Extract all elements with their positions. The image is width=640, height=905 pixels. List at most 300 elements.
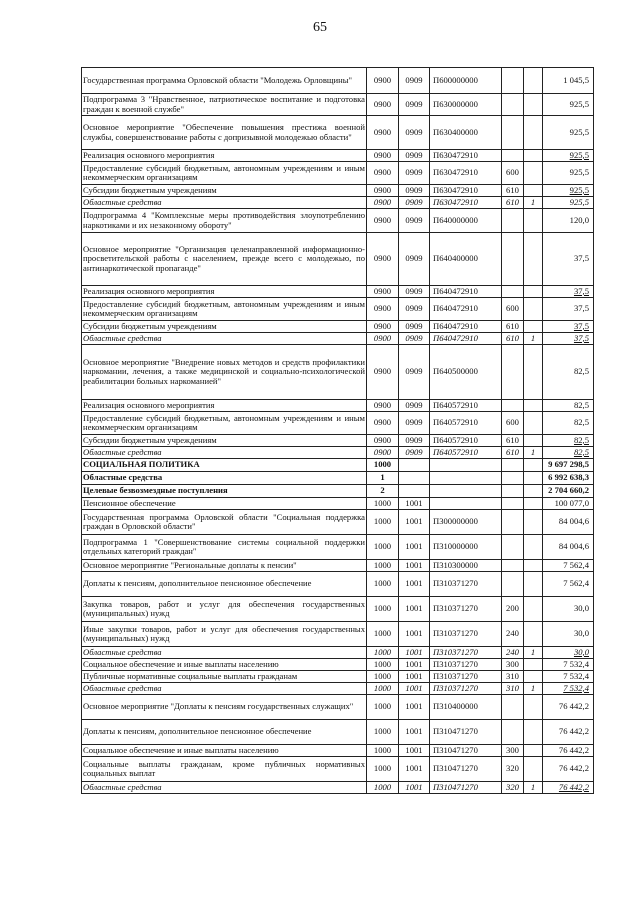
amount: 1 045,5 <box>563 74 589 85</box>
item-name-cell <box>82 472 367 485</box>
subsection-code-cell <box>399 459 430 472</box>
amount-cell <box>543 622 594 647</box>
expense-type-code: 600 <box>506 167 519 178</box>
expense-type-code-cell <box>502 659 524 671</box>
subsection-code-cell <box>399 695 430 720</box>
item-name-cell <box>82 94 367 116</box>
item-name-cell <box>82 209 367 233</box>
expense-type-code-cell <box>502 435 524 447</box>
subsection-code: 0909 <box>405 253 423 264</box>
item-name: Подпрограмма 1 "Совершенствование системы социальной поддержки отдельных категорий граждан" <box>83 536 365 556</box>
target-article-code: П640472910 <box>433 320 478 331</box>
section-code-cell <box>367 333 399 345</box>
source-code-cell <box>524 286 543 298</box>
target-article-code: П640572910 <box>433 434 478 445</box>
expense-type-code-cell <box>502 286 524 298</box>
expense-type-code-cell <box>502 333 524 345</box>
item-name: Областные средства <box>83 332 162 343</box>
source-code-cell <box>524 116 543 150</box>
subsection-code-cell <box>399 572 430 597</box>
amount-cell <box>543 572 594 597</box>
amount-cell <box>543 683 594 695</box>
section-code-cell <box>367 720 399 745</box>
target-article-code: П310371270 <box>433 646 478 657</box>
amount-cell <box>543 659 594 671</box>
expense-type-code-cell <box>502 757 524 782</box>
subsection-code-cell <box>399 510 430 535</box>
amount: 120,0 <box>569 214 589 225</box>
item-name-cell <box>82 150 367 162</box>
source-code-cell <box>524 68 543 94</box>
source-code-cell <box>524 659 543 671</box>
page-number: 65 <box>313 20 327 35</box>
section-code-cell <box>367 572 399 597</box>
section-code-cell <box>367 209 399 233</box>
subsection-code-cell <box>399 233 430 286</box>
item-name: Основное мероприятие "Внедрение новых методов и средств профилактики наркомании, лечения, а также медицинской и социально-психологической реабилитации больных наркоманией" <box>83 356 365 386</box>
table-row <box>82 197 594 209</box>
source-code-cell <box>524 572 543 597</box>
subsection-code: 0909 <box>405 399 423 410</box>
source-code-cell <box>524 510 543 535</box>
amount-cell <box>543 233 594 286</box>
amount: 6 992 638,3 <box>548 472 589 483</box>
target-article-code: П640572910 <box>433 446 478 457</box>
subsection-code-cell <box>399 68 430 94</box>
section-code-cell <box>367 622 399 647</box>
source-code-cell <box>524 298 543 321</box>
subsection-code-cell <box>399 671 430 683</box>
item-name: Основное мероприятие "Региональные доплаты к пенсии" <box>83 559 297 570</box>
amount: 84 004,6 <box>558 541 589 552</box>
target-article-code: П640000000 <box>433 214 478 225</box>
section-code: 1000 <box>373 578 392 589</box>
source-code-cell <box>524 498 543 510</box>
item-name-cell <box>82 345 367 400</box>
table-row <box>82 298 594 321</box>
table-row <box>82 94 594 116</box>
budget-table <box>81 67 594 794</box>
amount: 30,0 <box>573 628 589 639</box>
target-article-code-cell <box>430 472 502 485</box>
item-name-cell <box>82 485 367 498</box>
item-name: Государственная программа Орловской области "Социальная поддержка граждан в Орловской области" <box>83 511 365 531</box>
table-row <box>82 162 594 185</box>
item-name: Реализация основного мероприятия <box>83 399 215 410</box>
expense-type-code: 610 <box>506 184 519 195</box>
subsection-code: 0909 <box>405 285 423 296</box>
item-name-cell <box>82 745 367 757</box>
item-name: Областные средства <box>83 472 163 483</box>
expense-type-code-cell <box>502 597 524 622</box>
section-code-cell <box>367 459 399 472</box>
section-code: 1000 <box>373 658 392 669</box>
section-code-cell <box>367 345 399 400</box>
item-name: СОЦИАЛЬНАЯ ПОЛИТИКА <box>83 459 200 470</box>
table-row <box>82 572 594 597</box>
section-code: 0900 <box>373 285 392 296</box>
item-name-cell <box>82 498 367 510</box>
target-article-code-cell <box>430 720 502 745</box>
item-name-cell <box>82 671 367 683</box>
item-name-cell <box>82 435 367 447</box>
item-name: Доплаты к пенсиям, дополнительное пенсионное обеспечение <box>83 726 312 737</box>
subsection-code: 1001 <box>405 497 423 508</box>
target-article-code-cell <box>430 150 502 162</box>
source-code-cell <box>524 94 543 116</box>
section-code-cell <box>367 472 399 485</box>
expense-type-code-cell <box>502 560 524 572</box>
amount: 37,5 <box>573 320 589 331</box>
amount-cell <box>543 400 594 412</box>
amount-cell <box>543 671 594 683</box>
target-article-code-cell <box>430 659 502 671</box>
amount: 37,5 <box>573 332 589 343</box>
section-code: 0900 <box>373 74 392 85</box>
amount-cell <box>543 510 594 535</box>
section-code: 0900 <box>373 399 392 410</box>
target-article-code: П310471270 <box>433 744 478 755</box>
item-name-cell <box>82 162 367 185</box>
expense-type-code-cell <box>502 233 524 286</box>
target-article-code-cell <box>430 412 502 435</box>
section-code: 0900 <box>373 446 392 457</box>
subsection-code-cell <box>399 498 430 510</box>
amount: 7 562,4 <box>563 578 589 589</box>
target-article-code: П310371270 <box>433 603 478 614</box>
section-code: 1000 <box>373 781 392 792</box>
section-code: 1000 <box>373 646 392 657</box>
source-code-cell <box>524 647 543 659</box>
subsection-code: 1001 <box>405 646 423 657</box>
target-article-code: П310300000 <box>433 559 478 570</box>
amount: 925,5 <box>569 126 589 137</box>
subsection-code-cell <box>399 150 430 162</box>
section-code: 0900 <box>373 126 392 137</box>
section-code-cell <box>367 162 399 185</box>
expense-type-code: 320 <box>506 763 519 774</box>
amount: 82,5 <box>573 399 589 410</box>
expense-type-code: 240 <box>506 628 519 639</box>
section-code: 0900 <box>373 149 392 160</box>
target-article-code-cell <box>430 209 502 233</box>
target-article-code: П640472910 <box>433 285 478 296</box>
section-code-cell <box>367 197 399 209</box>
amount: 925,5 <box>569 184 589 195</box>
subsection-code: 1001 <box>405 781 423 792</box>
amount-cell <box>543 412 594 435</box>
item-name-cell <box>82 333 367 345</box>
item-name-cell <box>82 535 367 560</box>
item-name: Основное мероприятие "Организация целенаправленной информационно-просветительской работы с населением, прежде всего с молодежью, по антинаркотической пропаганде" <box>83 243 365 273</box>
target-article-code: П640500000 <box>433 366 478 377</box>
source-code: 1 <box>530 332 536 343</box>
item-name-cell <box>82 683 367 695</box>
target-article-code: П310371270 <box>433 658 478 669</box>
subsection-code: 0909 <box>405 366 423 377</box>
item-name: Предоставление субсидий бюджетным, автономным учреждениям и иным некоммерческим организациям <box>83 298 365 318</box>
subsection-code: 1001 <box>405 744 423 755</box>
section-code: 1000 <box>373 726 392 737</box>
amount: 9 697 298,5 <box>548 459 589 470</box>
table-row <box>82 720 594 745</box>
subsection-code: 0909 <box>405 434 423 445</box>
item-name-cell <box>82 197 367 209</box>
item-name-cell <box>82 757 367 782</box>
subsection-code: 1001 <box>405 541 423 552</box>
subsection-code-cell <box>399 622 430 647</box>
target-article-code: П310371270 <box>433 682 478 693</box>
source-code-cell <box>524 345 543 400</box>
target-article-code-cell <box>430 459 502 472</box>
source-code-cell <box>524 671 543 683</box>
target-article-code-cell <box>430 683 502 695</box>
amount-cell <box>543 720 594 745</box>
source-code-cell <box>524 321 543 333</box>
section-code-cell <box>367 435 399 447</box>
table-row <box>82 560 594 572</box>
table-row <box>82 333 594 345</box>
section-code: 1000 <box>373 763 392 774</box>
expense-type-code: 600 <box>506 303 519 314</box>
amount-cell <box>543 209 594 233</box>
item-name-cell <box>82 400 367 412</box>
subsection-code-cell <box>399 782 430 794</box>
expense-type-code-cell <box>502 647 524 659</box>
subsection-code-cell <box>399 435 430 447</box>
item-name-cell <box>82 782 367 794</box>
subsection-code-cell <box>399 321 430 333</box>
item-name: Социальное обеспечение и иные выплаты населению <box>83 658 279 669</box>
amount-cell <box>543 116 594 150</box>
expense-type-code-cell <box>502 485 524 498</box>
expense-type-code-cell <box>502 116 524 150</box>
amount-cell <box>543 472 594 485</box>
subsection-code-cell <box>399 412 430 435</box>
subsection-code: 0909 <box>405 184 423 195</box>
amount-cell <box>543 94 594 116</box>
target-article-code: П310371270 <box>433 578 478 589</box>
table-row <box>82 659 594 671</box>
source-code: 1 <box>530 446 536 457</box>
source-code-cell <box>524 683 543 695</box>
source-code-cell <box>524 560 543 572</box>
table-row <box>82 185 594 197</box>
item-name: Подпрограмма 3 "Нравственное, патриотическое воспитание и подготовка граждан к военной службе" <box>83 94 365 114</box>
target-article-code-cell <box>430 435 502 447</box>
source-code-cell <box>524 459 543 472</box>
amount-cell <box>543 447 594 459</box>
section-code: 0900 <box>373 184 392 195</box>
source-code-cell <box>524 695 543 720</box>
table-row <box>82 671 594 683</box>
section-code: 1000 <box>373 603 392 614</box>
section-code: 2 <box>380 485 385 496</box>
expense-type-code-cell <box>502 671 524 683</box>
target-article-code: П640472910 <box>433 332 478 343</box>
amount: 76 442,2 <box>558 701 589 712</box>
table-row <box>82 321 594 333</box>
table-row <box>82 647 594 659</box>
amount: 82,5 <box>573 446 589 457</box>
section-code: 0900 <box>373 253 392 264</box>
item-name: Социальное обеспечение и иные выплаты населению <box>83 744 279 755</box>
subsection-code-cell <box>399 560 430 572</box>
amount: 76 442,2 <box>558 763 589 774</box>
expense-type-code-cell <box>502 298 524 321</box>
amount: 37,5 <box>573 303 589 314</box>
expense-type-code-cell <box>502 683 524 695</box>
amount-cell <box>543 68 594 94</box>
section-code: 1000 <box>373 516 392 527</box>
item-name: Областные средства <box>83 682 162 693</box>
expense-type-code: 310 <box>506 682 519 693</box>
table-row <box>82 472 594 485</box>
amount-cell <box>543 197 594 209</box>
expense-type-code: 300 <box>506 744 519 755</box>
section-code: 0900 <box>373 434 392 445</box>
target-article-code-cell <box>430 286 502 298</box>
target-article-code: П310371270 <box>433 628 478 639</box>
target-article-code-cell <box>430 647 502 659</box>
target-article-code-cell <box>430 782 502 794</box>
amount: 7 532,4 <box>563 670 589 681</box>
section-code: 0900 <box>373 332 392 343</box>
section-code-cell <box>367 671 399 683</box>
item-name: Областные средства <box>83 446 162 457</box>
section-code: 1000 <box>373 744 392 755</box>
table-row <box>82 745 594 757</box>
target-article-code: П630472910 <box>433 167 478 178</box>
expense-type-code: 200 <box>506 603 519 614</box>
source-code-cell <box>524 150 543 162</box>
source-code-cell <box>524 447 543 459</box>
target-article-code: П630472910 <box>433 196 478 207</box>
source-code-cell <box>524 197 543 209</box>
item-name-cell <box>82 298 367 321</box>
subsection-code-cell <box>399 345 430 400</box>
target-article-code: П310400000 <box>433 701 478 712</box>
expense-type-code-cell <box>502 68 524 94</box>
target-article-code: П640572910 <box>433 399 478 410</box>
subsection-code: 0909 <box>405 149 423 160</box>
amount-cell <box>543 162 594 185</box>
subsection-code: 0909 <box>405 74 423 85</box>
target-article-code: П630472910 <box>433 149 478 160</box>
item-name-cell <box>82 510 367 535</box>
target-article-code-cell <box>430 162 502 185</box>
subsection-code: 0909 <box>405 303 423 314</box>
table-row <box>82 68 594 94</box>
target-article-code-cell <box>430 560 502 572</box>
source-code: 1 <box>530 646 536 657</box>
amount: 925,5 <box>569 149 589 160</box>
amount-cell <box>543 333 594 345</box>
source-code-cell <box>524 412 543 435</box>
amount-cell <box>543 321 594 333</box>
source-code-cell <box>524 209 543 233</box>
amount-cell <box>543 185 594 197</box>
amount-cell <box>543 498 594 510</box>
expense-type-code-cell <box>502 197 524 209</box>
expense-type-code: 300 <box>506 658 519 669</box>
amount: 76 442,2 <box>558 726 589 737</box>
target-article-code-cell <box>430 400 502 412</box>
expense-type-code-cell <box>502 459 524 472</box>
source-code-cell <box>524 472 543 485</box>
item-name: Целевые безвозмездные поступления <box>83 485 228 496</box>
expense-type-code: 600 <box>506 417 519 428</box>
subsection-code: 0909 <box>405 126 423 137</box>
amount-cell <box>543 782 594 794</box>
section-code: 0900 <box>373 366 392 377</box>
section-code-cell <box>367 560 399 572</box>
item-name-cell <box>82 233 367 286</box>
target-article-code: П300000000 <box>433 516 478 527</box>
section-code: 0900 <box>373 98 392 109</box>
subsection-code: 1001 <box>405 670 423 681</box>
source-code-cell <box>524 185 543 197</box>
expense-type-code: 310 <box>506 670 519 681</box>
target-article-code-cell <box>430 535 502 560</box>
subsection-code-cell <box>399 485 430 498</box>
amount: 925,5 <box>569 196 589 207</box>
expense-type-code-cell <box>502 472 524 485</box>
amount-cell <box>543 435 594 447</box>
amount: 84 004,6 <box>558 516 589 527</box>
subsection-code-cell <box>399 162 430 185</box>
expense-type-code-cell <box>502 535 524 560</box>
subsection-code-cell <box>399 647 430 659</box>
expense-type-code-cell <box>502 572 524 597</box>
section-code: 1000 <box>373 559 392 570</box>
section-code-cell <box>367 757 399 782</box>
expense-type-code-cell <box>502 622 524 647</box>
amount: 82,5 <box>573 417 589 428</box>
expense-type-code-cell <box>502 447 524 459</box>
item-name-cell <box>82 412 367 435</box>
target-article-code-cell <box>430 695 502 720</box>
source-code-cell <box>524 782 543 794</box>
amount: 7 532,4 <box>563 682 589 693</box>
amount-cell <box>543 485 594 498</box>
subsection-code: 1001 <box>405 603 423 614</box>
target-article-code: П630400000 <box>433 126 478 137</box>
target-article-code: П600000000 <box>433 74 478 85</box>
target-article-code-cell <box>430 185 502 197</box>
subsection-code: 1001 <box>405 682 423 693</box>
expense-type-code-cell <box>502 498 524 510</box>
subsection-code-cell <box>399 185 430 197</box>
source-code-cell <box>524 400 543 412</box>
section-code: 1000 <box>373 459 392 470</box>
section-code-cell <box>367 597 399 622</box>
subsection-code: 1001 <box>405 516 423 527</box>
expense-type-code: 610 <box>506 434 519 445</box>
target-article-code-cell <box>430 197 502 209</box>
section-code-cell <box>367 116 399 150</box>
target-article-code-cell <box>430 485 502 498</box>
amount-cell <box>543 286 594 298</box>
subsection-code-cell <box>399 333 430 345</box>
amount-cell <box>543 560 594 572</box>
section-code: 1 <box>380 472 385 483</box>
item-name-cell <box>82 116 367 150</box>
source-code-cell <box>524 485 543 498</box>
target-article-code-cell <box>430 345 502 400</box>
item-name: Предоставление субсидий бюджетным, автономным учреждениям и иным некоммерческим организациям <box>83 162 365 182</box>
amount: 7 532,4 <box>563 658 589 669</box>
